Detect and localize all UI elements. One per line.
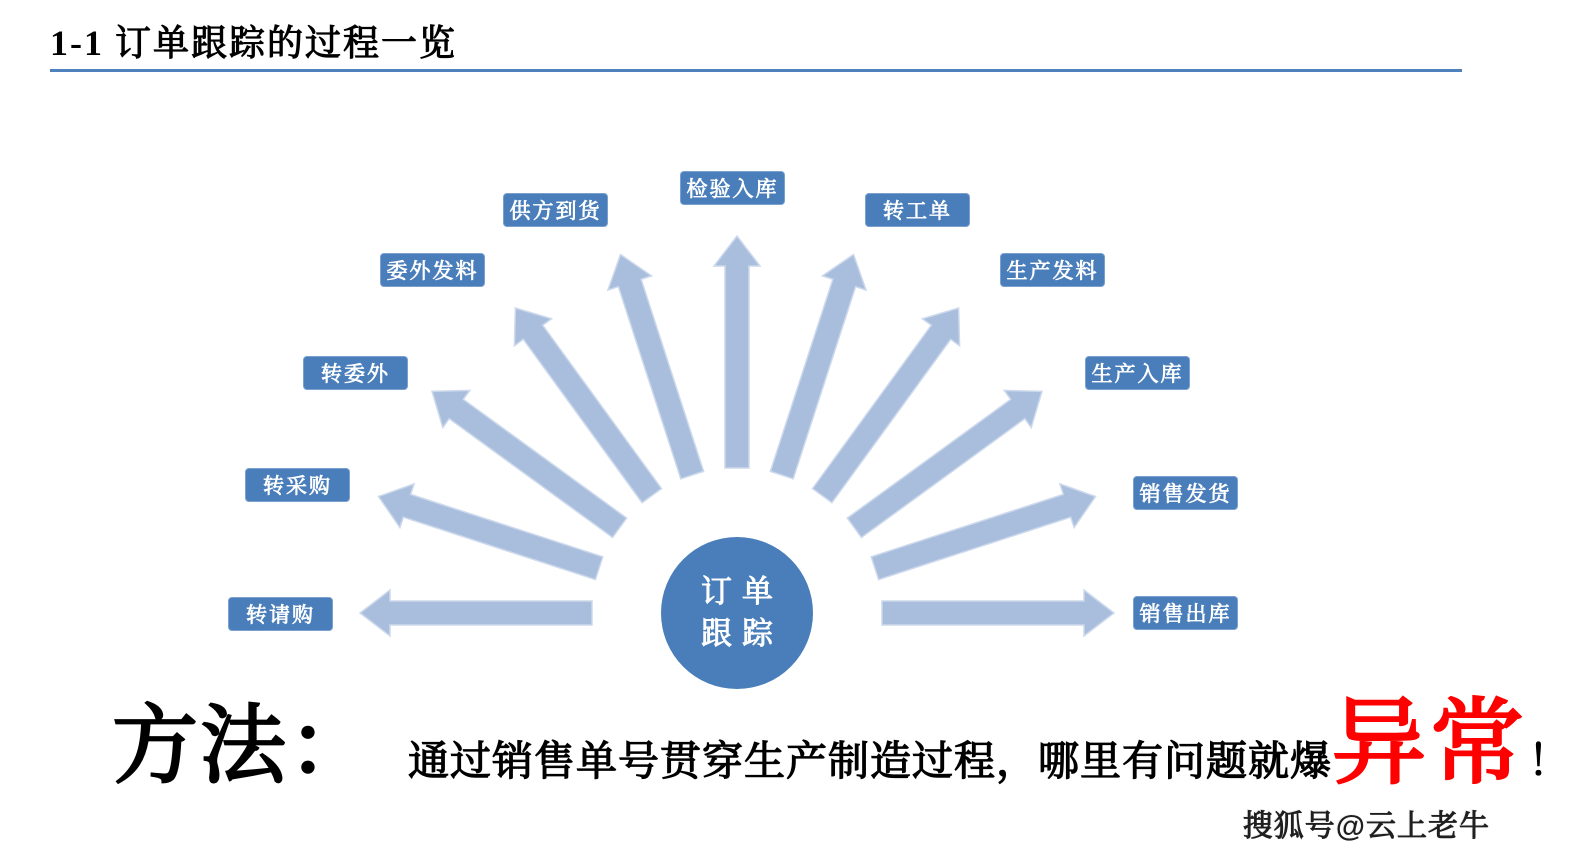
center-circle-order-tracking [661, 537, 813, 689]
exclamation-mark: ！ [1528, 739, 1570, 785]
method-label: 方法： [112, 698, 376, 794]
page-title: 1-1 订单跟踪的过程一览 [50, 23, 457, 63]
node-zhuan-gongdan: 转工单 [865, 193, 970, 227]
arrow [714, 236, 760, 468]
node-zhuan-qinggou: 转请购 [228, 597, 333, 631]
watermark: 搜狐号@云上老牛 [1242, 810, 1490, 843]
node-jianyan-ruku: 检验入库 [680, 171, 785, 205]
node-shengchan-faliao: 生产发料 [1000, 253, 1105, 287]
node-xiaoshou-fahuo: 销售发货 [1133, 476, 1238, 510]
arrow [360, 590, 592, 636]
method-description: 通过销售单号贯穿生产制造过程，哪里有问题就爆 [408, 738, 1332, 784]
node-zhuan-weiwai: 转委外 [303, 356, 408, 390]
node-weiwai-faliao: 委外发料 [380, 253, 485, 287]
center-circle-line2: 跟踪 [701, 616, 783, 651]
arrow [882, 590, 1114, 636]
center-circle-line1: 订单 [701, 574, 783, 610]
highlight-word: 异常 [1332, 692, 1529, 796]
footer-caption [0, 676, 1570, 800]
node-shengchan-ruku: 生产入库 [1085, 356, 1190, 390]
node-xiaoshou-chuku: 销售出库 [1133, 596, 1238, 630]
node-zhuan-caigou: 转采购 [245, 468, 350, 502]
node-gongfang-daohuo: 供方到货 [503, 193, 608, 227]
